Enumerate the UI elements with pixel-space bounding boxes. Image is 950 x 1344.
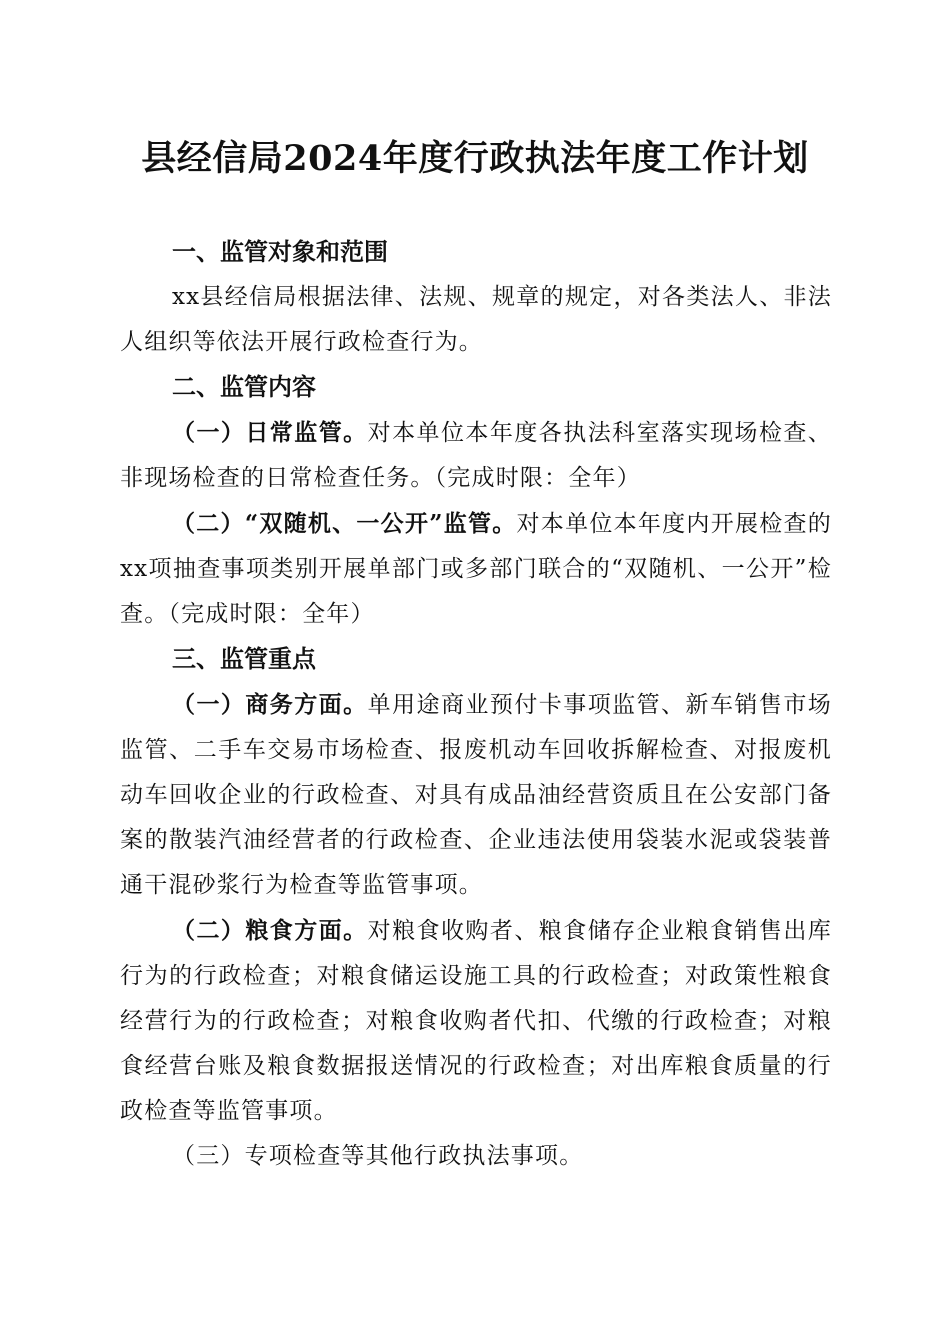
paragraph-commerce-lead: （一）商务方面。 bbox=[172, 691, 368, 718]
paragraph-daily-supervision-text: 对本单位本年度各执法科室落实现场检查、非现场检查的日常检查任务。（完成时限：全年） bbox=[120, 420, 832, 491]
paragraph-grain bbox=[120, 908, 832, 1134]
paragraph-daily-supervision-lead: （一）日常监管。 bbox=[172, 419, 368, 446]
paragraph-scope-text: xx县经信局根据法律、法规、规章的规定，对各类法人、非法人组织等依法开展行政检查行为。 bbox=[120, 284, 832, 355]
paragraph-random-inspection bbox=[120, 501, 832, 637]
paragraph-commerce bbox=[120, 682, 832, 908]
paragraph-random-inspection-lead: （二）“双随机、一公开”监管。 bbox=[172, 510, 517, 537]
paragraph-daily-supervision bbox=[120, 410, 832, 501]
section-heading-scope: 一、监管对象和范围 bbox=[172, 238, 388, 266]
section-heading-content: 二、监管内容 bbox=[172, 373, 316, 401]
paragraph-commerce-text: 单用途商业预付卡事项监管、新车销售市场监管、二手车交易市场检查、报废机动车回收拆解检查、对报废机动车回收企业的行政检查、对具有成品油经营资质且在公安部门备案的散装汽油经营者的行政检查、企业违法使用袋装水泥或袋装普通干混砂浆行为检查等监管事项。 bbox=[120, 692, 832, 898]
section-heading-key-points: 三、监管重点 bbox=[172, 645, 316, 673]
paragraph-special-inspection-text: （三）专项检查等其他行政执法事项。 bbox=[172, 1143, 584, 1169]
document-body bbox=[120, 230, 832, 1179]
paragraph-special-inspection bbox=[120, 1134, 832, 1179]
paragraph-random-inspection-text: 对本单位本年度内开展检查的xx项抽查事项类别开展单部门或多部门联合的“双随机、一公开”检查。（完成时限：全年） bbox=[120, 511, 832, 627]
paragraph-grain-lead: （二）粮食方面。 bbox=[172, 917, 368, 944]
paragraph-grain-text: 对粮食收购者、粮食储存企业粮食销售出库行为的行政检查；对粮食储运设施工具的行政检查；对政策性粮食经营行为的行政检查；对粮食收购者代扣、代缴的行政检查；对粮食经营台账及粮食数据报送情况的行政检查；对出库粮食质量的行政检查等监管事项。 bbox=[120, 918, 832, 1124]
document-title: 县经信局2024年度行政执法年度工作计划 bbox=[141, 138, 809, 179]
paragraph-scope bbox=[120, 275, 832, 365]
